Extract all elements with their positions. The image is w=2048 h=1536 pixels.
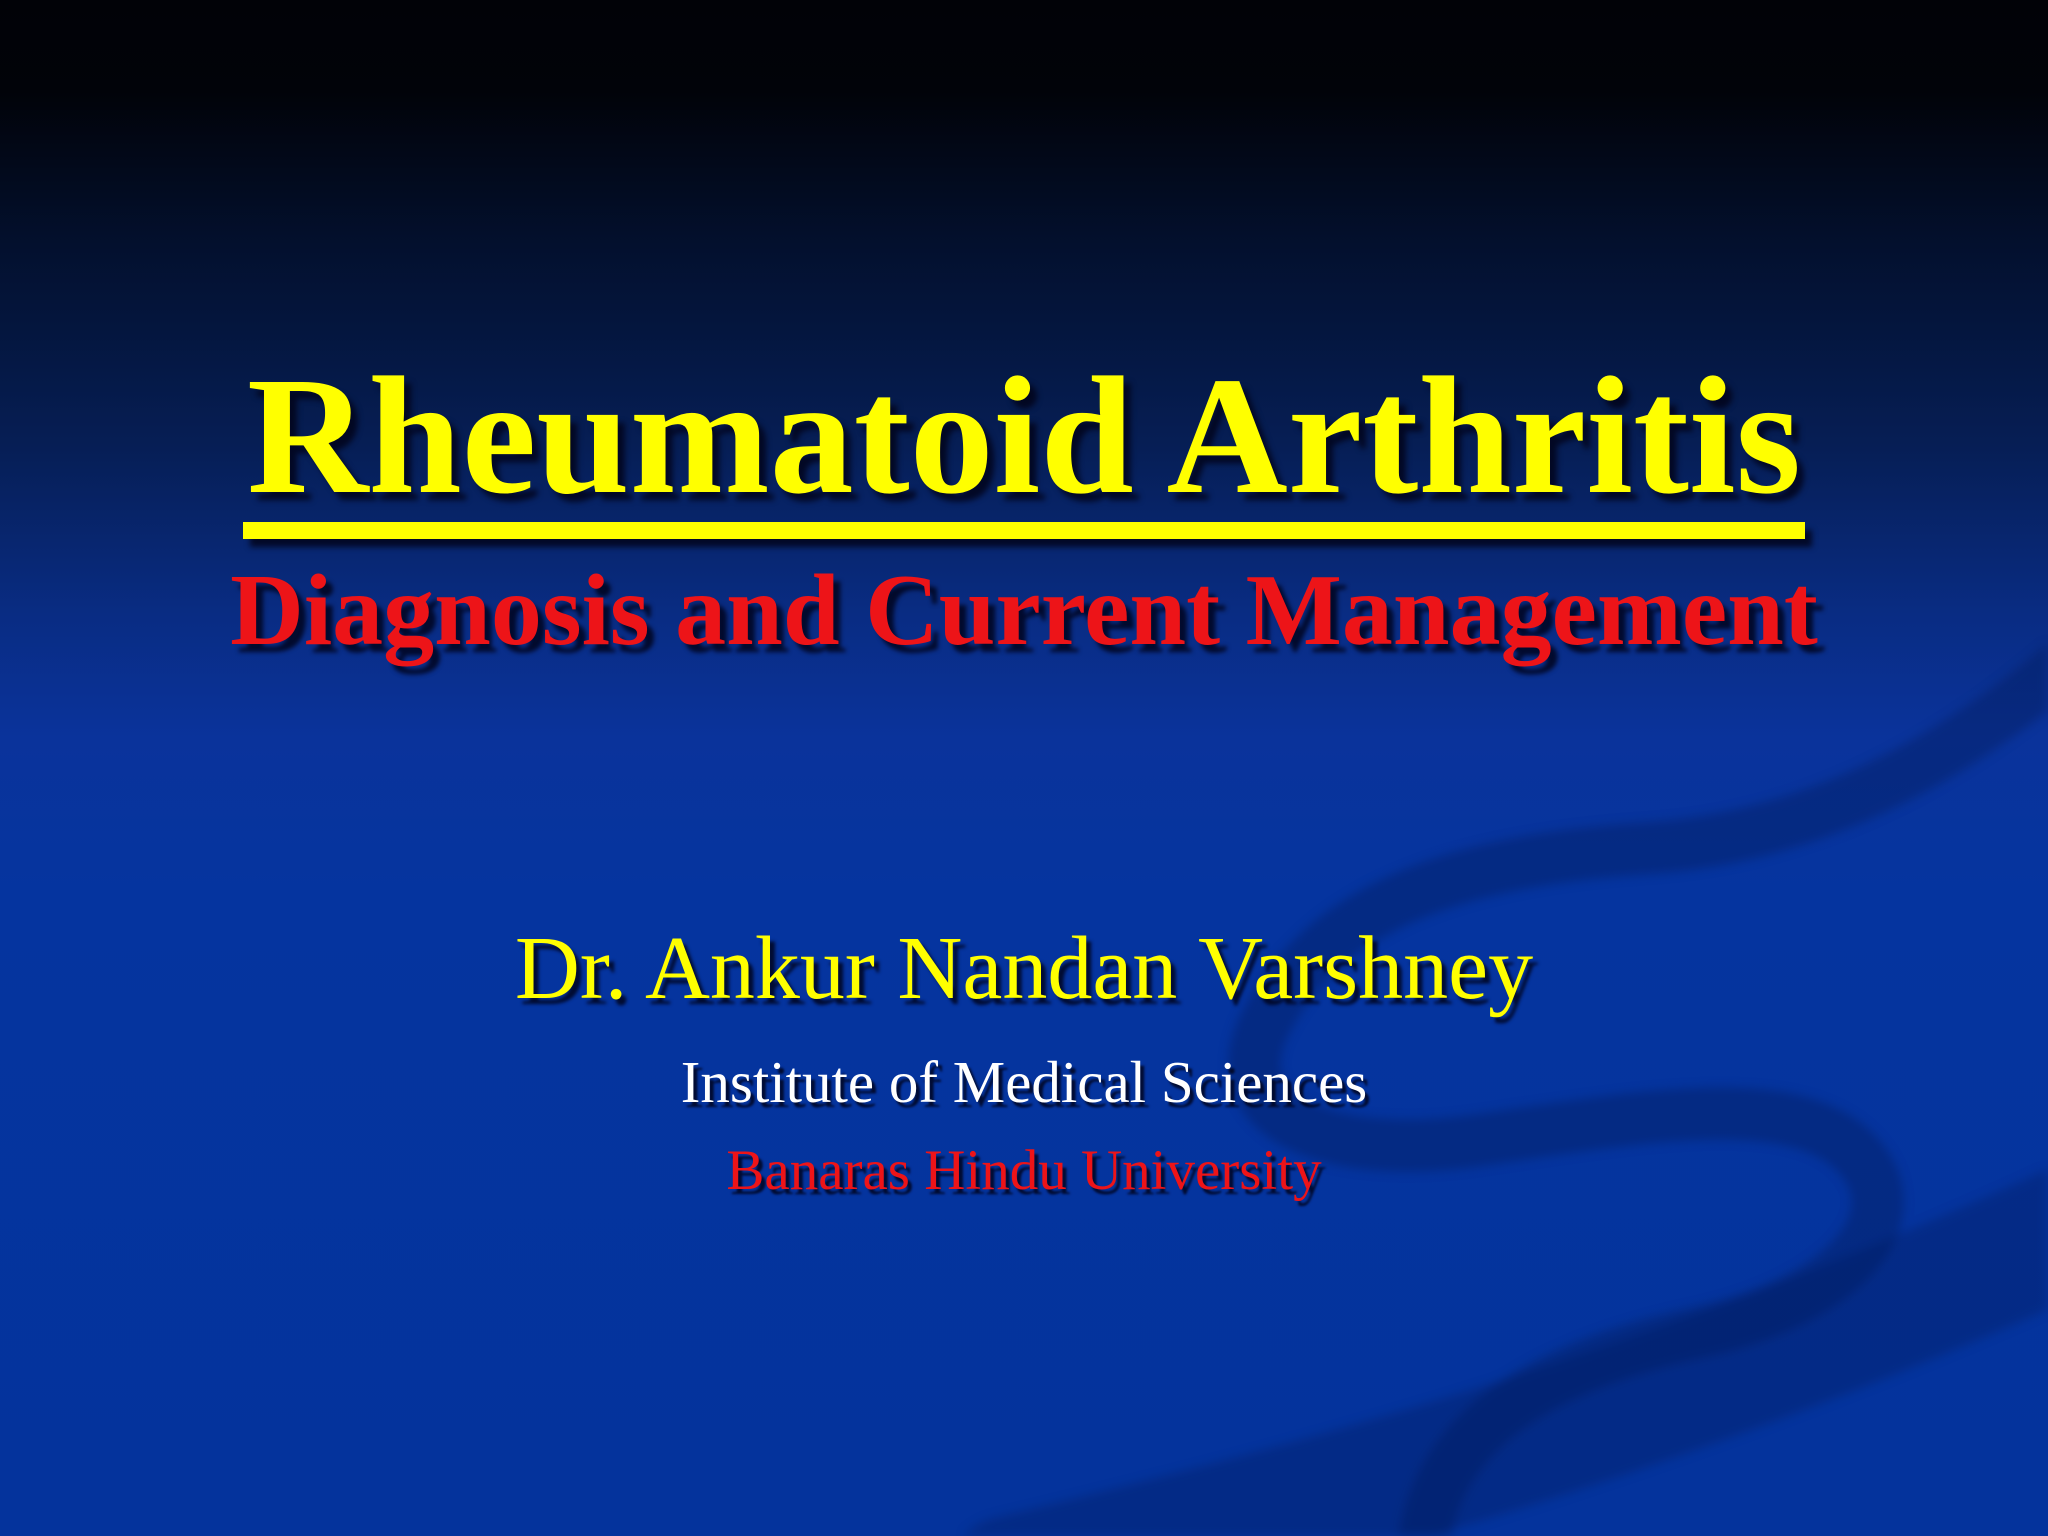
slide-title: Rheumatoid Arthritis	[243, 352, 1805, 539]
slide-subtitle: Diagnosis and Current Management	[230, 554, 1818, 667]
author-name: Dr. Ankur Nandan Varshney	[514, 919, 1534, 1018]
affiliation-university: Banaras Hindu University	[726, 1139, 1322, 1202]
affiliation-institute: Institute of Medical Sciences	[680, 1049, 1368, 1115]
title-row	[0, 343, 2048, 539]
